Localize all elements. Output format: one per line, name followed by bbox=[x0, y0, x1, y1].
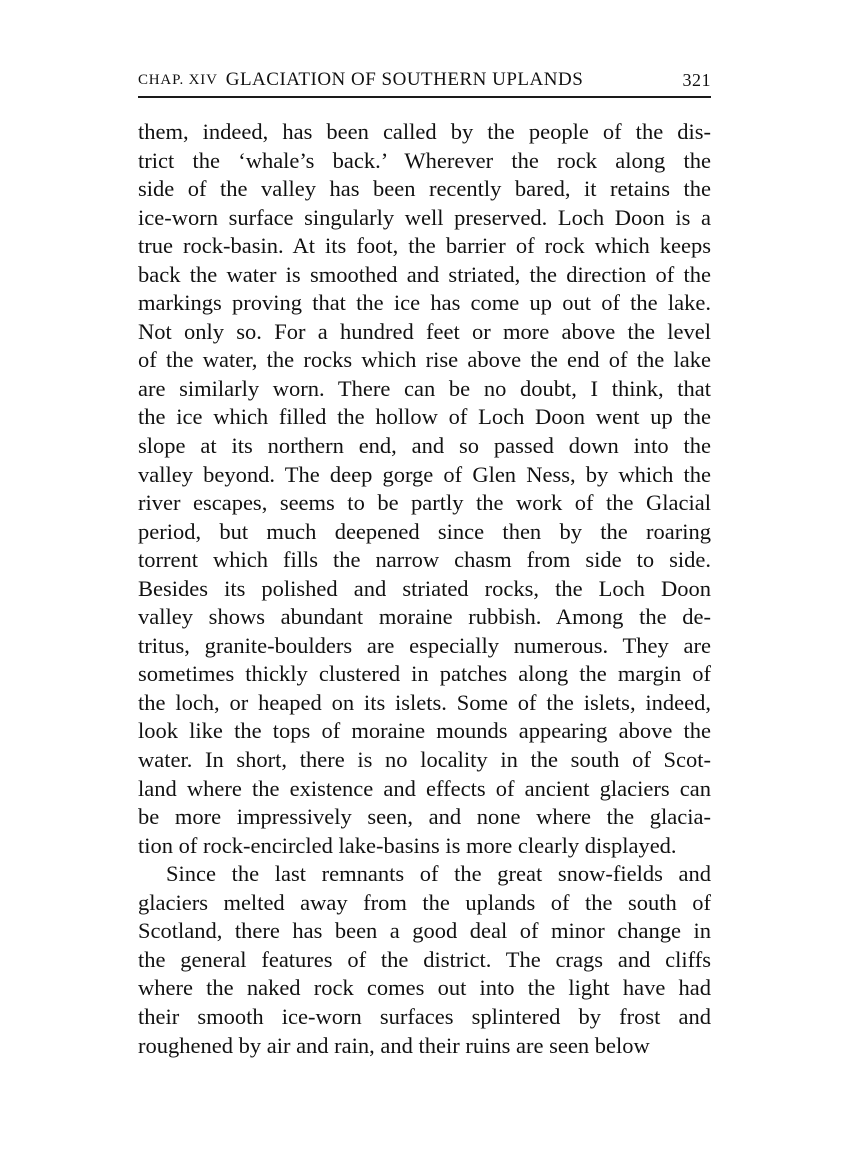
running-title: GLACIATION OF SOUTHERN UPLANDS bbox=[225, 69, 584, 90]
text-line: their smooth ice-worn surfaces splintered by frost and bbox=[138, 1003, 711, 1029]
text-line: valley shows abundant moraine rubbish. Among the de- bbox=[138, 604, 711, 630]
text-line: tritus, granite-boulders are especially numerous. They are bbox=[138, 632, 711, 658]
text-line: torrent which fills the narrow chasm from side to side. bbox=[138, 547, 711, 573]
text-line: Since the last remnants of the great snow-fields and bbox=[166, 861, 711, 887]
text-line: tion of rock-encircled lake-basins is more clearly displayed. bbox=[138, 832, 677, 858]
text-line: ice-worn surface singularly well preserved. Loch Doon is a bbox=[138, 204, 711, 230]
text-line: back the water is smoothed and striated, the direction of the bbox=[138, 261, 711, 287]
text-line: side of the valley has been recently bared, it retains the bbox=[138, 176, 711, 202]
text-line: sometimes thickly clustered in patches along the margin of bbox=[138, 661, 711, 687]
text-line: roughened by air and rain, and their ruins are seen below bbox=[138, 1032, 650, 1058]
text-line: the loch, or heaped on its islets. Some of the islets, indeed, bbox=[138, 689, 711, 715]
text-line: slope at its northern end, and so passed down into the bbox=[138, 433, 711, 459]
text-line: land where the existence and effects of ancient glaciers can bbox=[138, 775, 711, 801]
text-line: period, but much deepened since then by the roaring bbox=[138, 518, 711, 544]
text-line: water. In short, there is no locality in the south of Scot- bbox=[138, 747, 711, 773]
text-line: where the naked rock comes out into the light have had bbox=[138, 975, 711, 1001]
text-line: them, indeed, has been called by the people of the dis- bbox=[138, 119, 711, 144]
chapter-label: CHAP. XIV bbox=[138, 71, 218, 88]
text-line: Scotland, there has been a good deal of minor change in bbox=[138, 918, 711, 944]
page-number: 321 bbox=[682, 69, 711, 90]
text-line: of the water, the rocks which rise above the end of the lake bbox=[138, 347, 711, 373]
text-line: Not only so. For a hundred feet or more above the level bbox=[138, 318, 711, 344]
text-line: true rock-basin. At its foot, the barrier of rock which keeps bbox=[138, 233, 711, 259]
running-head bbox=[138, 64, 711, 98]
body-text bbox=[138, 118, 711, 1060]
text-line: be more impressively seen, and none where the glacia- bbox=[138, 804, 711, 830]
text-line: trict the ‘whale’s back.’ Wherever the rock along the bbox=[138, 147, 711, 173]
text-line: markings proving that the ice has come up out of the lake. bbox=[138, 290, 711, 316]
text-line: valley beyond. The deep gorge of Glen Ness, by which the bbox=[138, 461, 711, 487]
text-line: the ice which filled the hollow of Loch Doon went up the bbox=[138, 404, 711, 430]
text-line: Besides its polished and striated rocks, the Loch Doon bbox=[138, 575, 711, 601]
text-line: are similarly worn. There can be no doubt, I think, that bbox=[138, 375, 711, 401]
text-line: the general features of the district. The crags and cliffs bbox=[138, 946, 711, 972]
text-line: glaciers melted away from the uplands of the south of bbox=[138, 889, 711, 915]
text-line: river escapes, seems to be partly the work of the Glacial bbox=[138, 490, 711, 516]
text-line: look like the tops of moraine mounds appearing above the bbox=[138, 718, 711, 744]
